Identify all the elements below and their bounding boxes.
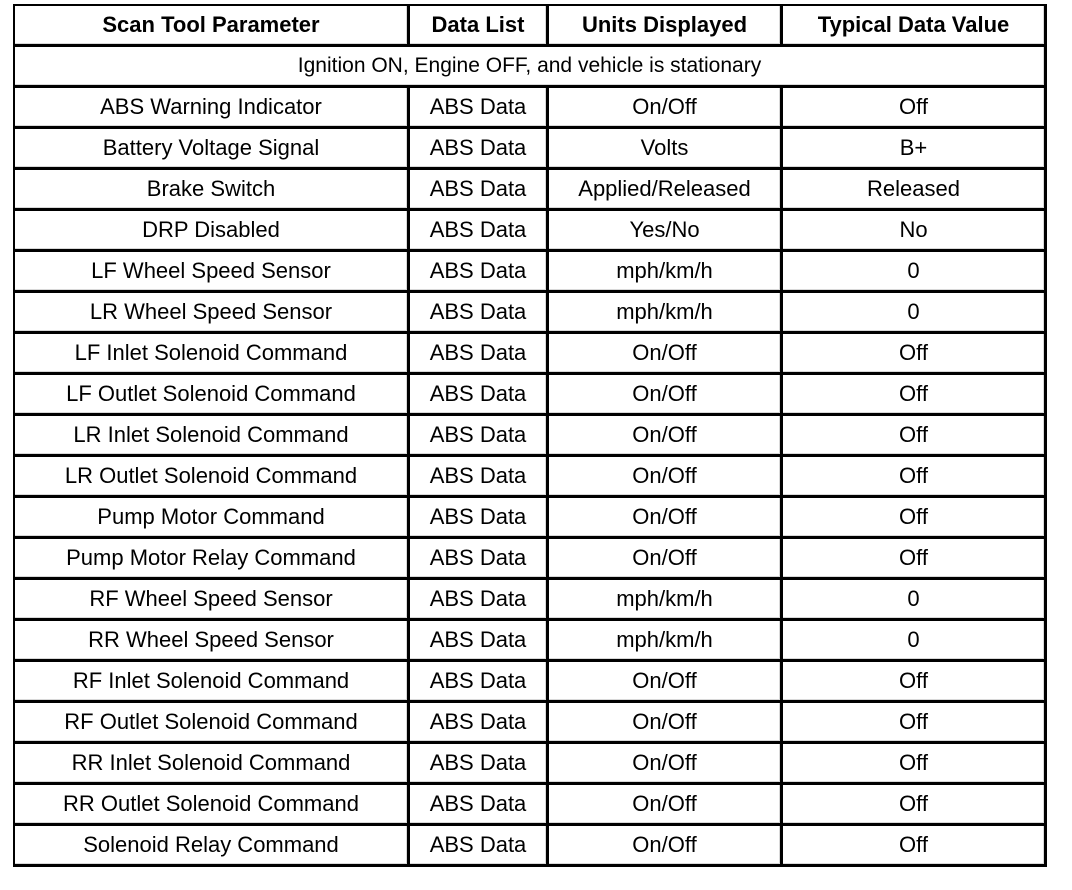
table-row bbox=[15, 621, 1047, 662]
cell-units: On/Off bbox=[549, 826, 783, 867]
table-row bbox=[15, 498, 1047, 539]
cell-typical-value: 0 bbox=[783, 580, 1047, 621]
cell-data-list: ABS Data bbox=[410, 457, 549, 498]
cell-data-list: ABS Data bbox=[410, 334, 549, 375]
cell-typical-value: 0 bbox=[783, 621, 1047, 662]
cell-data-list: ABS Data bbox=[410, 129, 549, 170]
cell-data-list: ABS Data bbox=[410, 293, 549, 334]
cell-parameter: Pump Motor Relay Command bbox=[15, 539, 410, 580]
header-units-displayed: Units Displayed bbox=[549, 6, 783, 47]
table-row bbox=[15, 88, 1047, 129]
cell-typical-value: Off bbox=[783, 785, 1047, 826]
cell-units: On/Off bbox=[549, 88, 783, 129]
cell-typical-value: Off bbox=[783, 703, 1047, 744]
cell-typical-value: Off bbox=[783, 744, 1047, 785]
table-row bbox=[15, 334, 1047, 375]
table-row bbox=[15, 744, 1047, 785]
cell-typical-value: Off bbox=[783, 88, 1047, 129]
table-row bbox=[15, 826, 1047, 867]
cell-data-list: ABS Data bbox=[410, 826, 549, 867]
table-body bbox=[15, 47, 1047, 867]
cell-typical-value: Off bbox=[783, 457, 1047, 498]
cell-units: On/Off bbox=[549, 334, 783, 375]
cell-parameter: ABS Warning Indicator bbox=[15, 88, 410, 129]
cell-data-list: ABS Data bbox=[410, 498, 549, 539]
cell-parameter: RR Inlet Solenoid Command bbox=[15, 744, 410, 785]
table-row bbox=[15, 252, 1047, 293]
cell-parameter: DRP Disabled bbox=[15, 211, 410, 252]
table-row bbox=[15, 703, 1047, 744]
cell-data-list: ABS Data bbox=[410, 580, 549, 621]
table-header-row bbox=[15, 6, 1047, 47]
cell-parameter: RF Inlet Solenoid Command bbox=[15, 662, 410, 703]
table-row bbox=[15, 129, 1047, 170]
table-row bbox=[15, 662, 1047, 703]
cell-typical-value: 0 bbox=[783, 252, 1047, 293]
cell-parameter: LR Outlet Solenoid Command bbox=[15, 457, 410, 498]
cell-data-list: ABS Data bbox=[410, 539, 549, 580]
cell-typical-value: Released bbox=[783, 170, 1047, 211]
cell-data-list: ABS Data bbox=[410, 662, 549, 703]
cell-data-list: ABS Data bbox=[410, 785, 549, 826]
cell-units: mph/km/h bbox=[549, 580, 783, 621]
cell-typical-value: Off bbox=[783, 375, 1047, 416]
cell-typical-value: 0 bbox=[783, 293, 1047, 334]
cell-typical-value: B+ bbox=[783, 129, 1047, 170]
cell-units: On/Off bbox=[549, 662, 783, 703]
cell-parameter: RR Wheel Speed Sensor bbox=[15, 621, 410, 662]
header-scan-tool-parameter: Scan Tool Parameter bbox=[15, 6, 410, 47]
cell-units: On/Off bbox=[549, 416, 783, 457]
cell-typical-value: Off bbox=[783, 416, 1047, 457]
cell-parameter: LF Outlet Solenoid Command bbox=[15, 375, 410, 416]
cell-units: mph/km/h bbox=[549, 621, 783, 662]
condition-row bbox=[15, 47, 1047, 88]
cell-data-list: ABS Data bbox=[410, 375, 549, 416]
cell-parameter: RF Outlet Solenoid Command bbox=[15, 703, 410, 744]
cell-parameter: LF Wheel Speed Sensor bbox=[15, 252, 410, 293]
table-row bbox=[15, 539, 1047, 580]
cell-data-list: ABS Data bbox=[410, 744, 549, 785]
scan-tool-data-table bbox=[13, 4, 1047, 867]
cell-units: On/Off bbox=[549, 539, 783, 580]
table-row bbox=[15, 170, 1047, 211]
cell-data-list: ABS Data bbox=[410, 416, 549, 457]
table-row bbox=[15, 375, 1047, 416]
cell-data-list: ABS Data bbox=[410, 211, 549, 252]
header-data-list: Data List bbox=[410, 6, 549, 47]
cell-units: On/Off bbox=[549, 785, 783, 826]
table-row bbox=[15, 785, 1047, 826]
header-typical-data-value: Typical Data Value bbox=[783, 6, 1047, 47]
cell-units: On/Off bbox=[549, 457, 783, 498]
cell-units: mph/km/h bbox=[549, 293, 783, 334]
cell-parameter: LR Inlet Solenoid Command bbox=[15, 416, 410, 457]
table-row bbox=[15, 416, 1047, 457]
cell-typical-value: Off bbox=[783, 334, 1047, 375]
cell-typical-value: Off bbox=[783, 662, 1047, 703]
cell-typical-value: Off bbox=[783, 498, 1047, 539]
cell-units: On/Off bbox=[549, 498, 783, 539]
operating-condition: Ignition ON, Engine OFF, and vehicle is stationary bbox=[15, 47, 1047, 88]
cell-parameter: LF Inlet Solenoid Command bbox=[15, 334, 410, 375]
cell-units: On/Off bbox=[549, 703, 783, 744]
cell-parameter: Battery Voltage Signal bbox=[15, 129, 410, 170]
cell-data-list: ABS Data bbox=[410, 621, 549, 662]
cell-data-list: ABS Data bbox=[410, 703, 549, 744]
cell-units: Yes/No bbox=[549, 211, 783, 252]
table-row bbox=[15, 211, 1047, 252]
table-row bbox=[15, 457, 1047, 498]
table-row bbox=[15, 580, 1047, 621]
cell-typical-value: Off bbox=[783, 826, 1047, 867]
cell-typical-value: Off bbox=[783, 539, 1047, 580]
cell-parameter: RR Outlet Solenoid Command bbox=[15, 785, 410, 826]
cell-parameter: Pump Motor Command bbox=[15, 498, 410, 539]
cell-parameter: Solenoid Relay Command bbox=[15, 826, 410, 867]
cell-data-list: ABS Data bbox=[410, 252, 549, 293]
cell-units: Applied/Released bbox=[549, 170, 783, 211]
cell-data-list: ABS Data bbox=[410, 170, 549, 211]
cell-typical-value: No bbox=[783, 211, 1047, 252]
cell-units: mph/km/h bbox=[549, 252, 783, 293]
cell-parameter: Brake Switch bbox=[15, 170, 410, 211]
cell-units: On/Off bbox=[549, 375, 783, 416]
cell-units: Volts bbox=[549, 129, 783, 170]
cell-data-list: ABS Data bbox=[410, 88, 549, 129]
cell-units: On/Off bbox=[549, 744, 783, 785]
table-row bbox=[15, 293, 1047, 334]
cell-parameter: LR Wheel Speed Sensor bbox=[15, 293, 410, 334]
cell-parameter: RF Wheel Speed Sensor bbox=[15, 580, 410, 621]
